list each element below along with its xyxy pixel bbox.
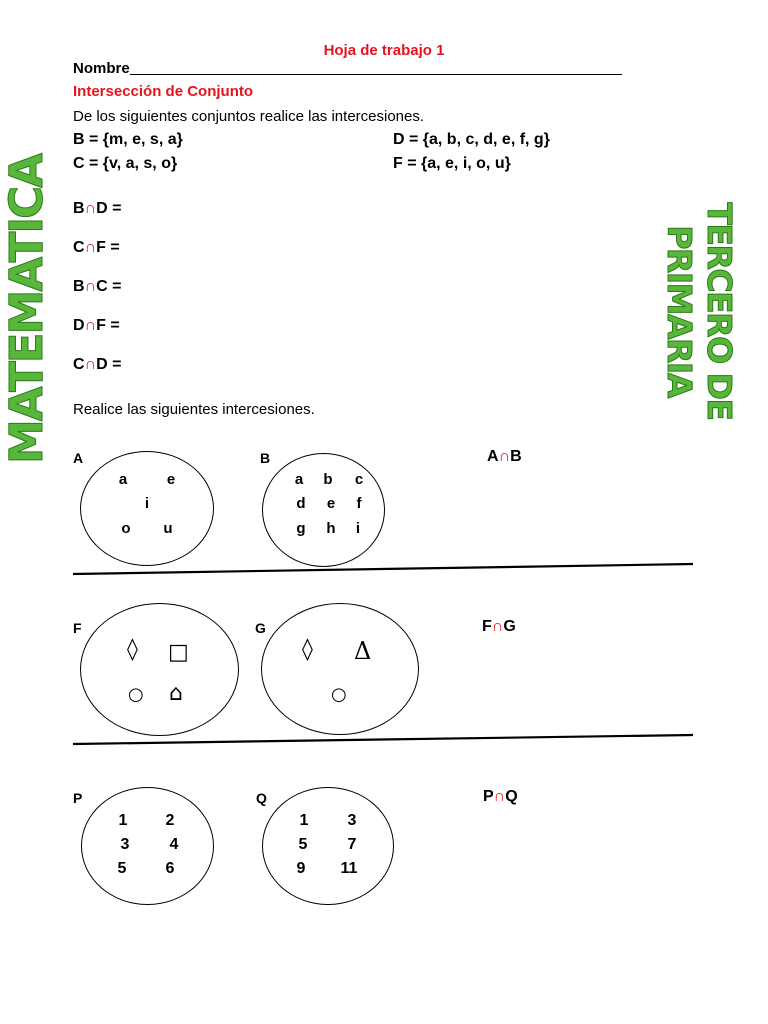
set-b-element: e — [326, 495, 336, 512]
set-q-number: 11 — [340, 860, 358, 877]
set-a-element: o — [121, 520, 131, 537]
set-d-definition: D = {a, b, c, d, e, f, g} — [393, 131, 550, 148]
diamond-icon: ◊ — [302, 637, 313, 662]
set-b-element: i — [355, 520, 361, 537]
set-p-number: 2 — [165, 812, 175, 829]
side-title-tercero: TERCERO DE PRIMARIA — [660, 202, 739, 420]
result-a-b: A∩B — [487, 448, 522, 465]
set-b-label: B — [260, 450, 271, 466]
set-p-number: 1 — [118, 812, 128, 829]
set-a-label: A — [73, 450, 84, 466]
result-f-g: F∩G — [482, 618, 516, 635]
set-q-number: 7 — [347, 836, 357, 853]
set-p-label: P — [73, 790, 83, 806]
operation-c-d: C∩D = — [73, 356, 122, 373]
operation-b-d: B∩D = — [73, 200, 122, 217]
set-q-number: 1 — [299, 812, 309, 829]
operation-c-f: C∩F = — [73, 239, 120, 256]
operation-d-f: D∩F = — [73, 317, 120, 334]
divider-line-2 — [73, 735, 693, 744]
set-p-number: 3 — [120, 836, 130, 853]
set-b-element: c — [354, 471, 364, 488]
set-q-label: Q — [256, 790, 267, 806]
set-b-element: d — [296, 495, 306, 512]
set-q-number: 3 — [347, 812, 357, 829]
set-q-number: 5 — [298, 836, 308, 853]
set-p-number: 4 — [169, 836, 179, 853]
section-subtitle: Intersección de Conjunto — [73, 83, 254, 100]
operation-b-c: B∩C = — [73, 278, 122, 295]
set-b-definition: B = {m, e, s, a} — [73, 131, 183, 148]
set-b-element: a — [294, 471, 304, 488]
house-icon: ⌂ — [169, 681, 183, 706]
set-b-element: h — [326, 520, 336, 537]
worksheet-title: Hoja de trabajo 1 — [323, 42, 445, 59]
set-p-number: 5 — [117, 860, 127, 877]
circle-icon: ○ — [331, 684, 347, 705]
set-p-number: 6 — [165, 860, 175, 877]
name-label: Nombre — [73, 60, 130, 77]
diamond-icon: ◊ — [127, 637, 138, 662]
set-g-label: G — [255, 620, 266, 636]
set-a-element: e — [166, 471, 176, 488]
set-q-number: 9 — [296, 860, 306, 877]
circle-icon: ○ — [128, 684, 144, 705]
set-b-element: f — [356, 495, 362, 512]
set-b-element: b — [323, 471, 333, 488]
set-c-definition: C = {v, a, s, o} — [73, 155, 178, 172]
side-title-matematica: MATEMATICA — [0, 155, 53, 464]
set-b-element: g — [296, 520, 306, 537]
set-f-definition: F = {a, e, i, o, u} — [393, 155, 511, 172]
set-a-element: u — [163, 520, 173, 537]
result-p-q: P∩Q — [483, 788, 518, 805]
square-icon: □ — [168, 640, 189, 665]
instruction-text: De los siguientes conjuntos realice las intercesiones. — [73, 108, 425, 125]
set-a-element: i — [144, 495, 150, 512]
instruction-2: Realice las siguientes intercesiones. — [73, 401, 315, 418]
divider-line-1 — [73, 564, 693, 574]
set-f-label: F — [73, 620, 82, 636]
set-a-element: a — [118, 471, 128, 488]
triangle-icon: Δ — [354, 637, 372, 665]
